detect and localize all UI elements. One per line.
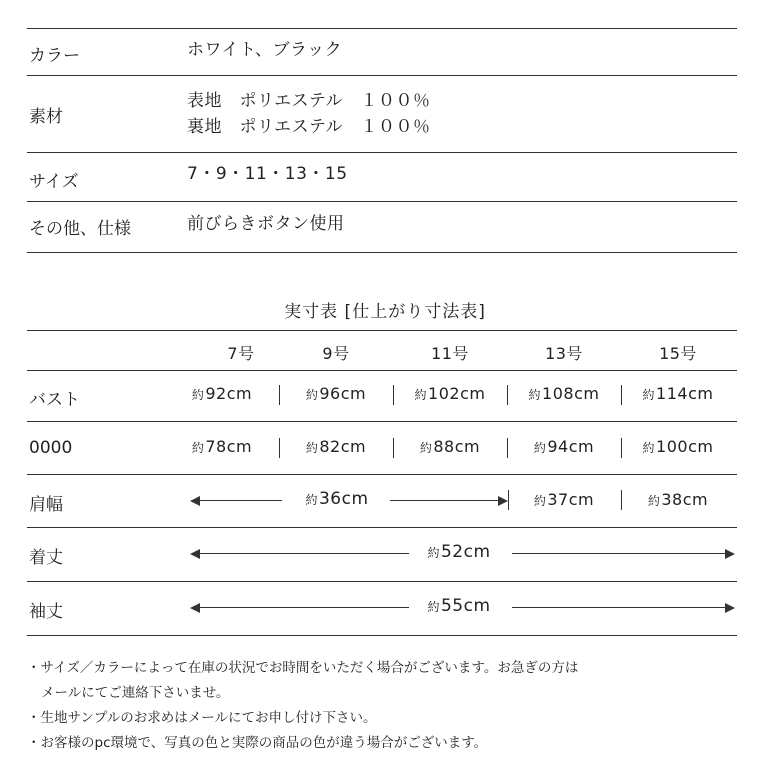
row-0000-15: 約100cm — [642, 437, 714, 456]
size-header-9: 9号 — [322, 344, 350, 363]
notes — [27, 656, 578, 756]
spec-row-color — [27, 28, 737, 75]
arrow-line — [197, 607, 409, 608]
row-0000-11: 約88cm — [419, 437, 481, 456]
size-header-13: 13号 — [545, 344, 583, 363]
size-value: 7・9・11・13・15 — [187, 164, 348, 184]
arrow-right-icon — [725, 549, 735, 559]
note-3: ・お客様のpc環境で、写真の色と実際の商品の色が違う場合がございます。 — [27, 735, 488, 751]
spec-row-size — [27, 152, 737, 201]
spec-table — [27, 28, 737, 253]
bust-7: 約92cm — [191, 384, 253, 403]
arrow-line — [512, 607, 727, 608]
arrow-line — [390, 500, 503, 501]
bust-label: バスト — [29, 390, 80, 410]
row-0000-9: 約82cm — [305, 437, 367, 456]
shoulder-row — [27, 474, 737, 527]
arrow-line — [512, 553, 727, 554]
note-2: ・生地サンプルのお求めはメールにてお申し付け下さい。 — [27, 710, 377, 726]
other-label: その他、仕様 — [29, 219, 131, 239]
size-table-caption: 実寸表 [仕上がり寸法表] — [284, 302, 486, 322]
size-table — [27, 330, 737, 636]
material-label: 素材 — [29, 107, 63, 127]
arrow-right-icon — [725, 603, 735, 613]
sleeve-row — [27, 581, 737, 636]
size-header-15: 15号 — [659, 344, 697, 363]
size-label: サイズ — [29, 172, 79, 192]
spec-row-other — [27, 201, 737, 253]
row-0000-label: 0000 — [29, 438, 73, 458]
sleeve-span: 約55cm — [427, 596, 491, 616]
material-line-2: 裏地 ポリエステル １００％ — [187, 117, 431, 137]
shoulder-span: 約36cm — [305, 489, 369, 509]
row-0000 — [27, 421, 737, 474]
bust-row — [27, 370, 737, 421]
arrow-left-icon — [190, 603, 200, 613]
other-value: 前びらきボタン使用 — [187, 214, 345, 234]
color-label: カラー — [29, 46, 80, 66]
size-header-11: 11号 — [431, 344, 469, 363]
length-label: 着丈 — [29, 548, 63, 568]
bust-13: 約108cm — [528, 384, 600, 403]
row-0000-13: 約94cm — [533, 437, 595, 456]
bust-11: 約102cm — [414, 384, 486, 403]
color-value: ホワイト、ブラック — [187, 40, 343, 60]
size-header-row — [27, 330, 737, 370]
spec-row-material — [27, 75, 737, 152]
arrow-left-icon — [190, 496, 200, 506]
length-span: 約52cm — [427, 542, 491, 562]
arrow-left-icon — [190, 549, 200, 559]
size-header-7: 7号 — [227, 344, 255, 363]
row-0000-7: 約78cm — [191, 437, 253, 456]
bust-15: 約114cm — [642, 384, 714, 403]
shoulder-label: 肩幅 — [29, 495, 63, 515]
material-line-1: 表地 ポリエステル １００％ — [187, 91, 431, 111]
arrow-line — [197, 553, 409, 554]
note-1: ・サイズ／カラーによって在庫の状況でお時間をいただく場合がございます。お急ぎの方は — [27, 660, 579, 676]
shoulder-15: 約38cm — [647, 490, 709, 509]
sleeve-label: 袖丈 — [29, 602, 63, 622]
length-row — [27, 527, 737, 581]
arrow-line — [197, 500, 282, 501]
bust-9: 約96cm — [305, 384, 367, 403]
note-1-continued: メールにてご連絡下さいませ。 — [41, 685, 230, 701]
shoulder-13: 約37cm — [533, 490, 595, 509]
